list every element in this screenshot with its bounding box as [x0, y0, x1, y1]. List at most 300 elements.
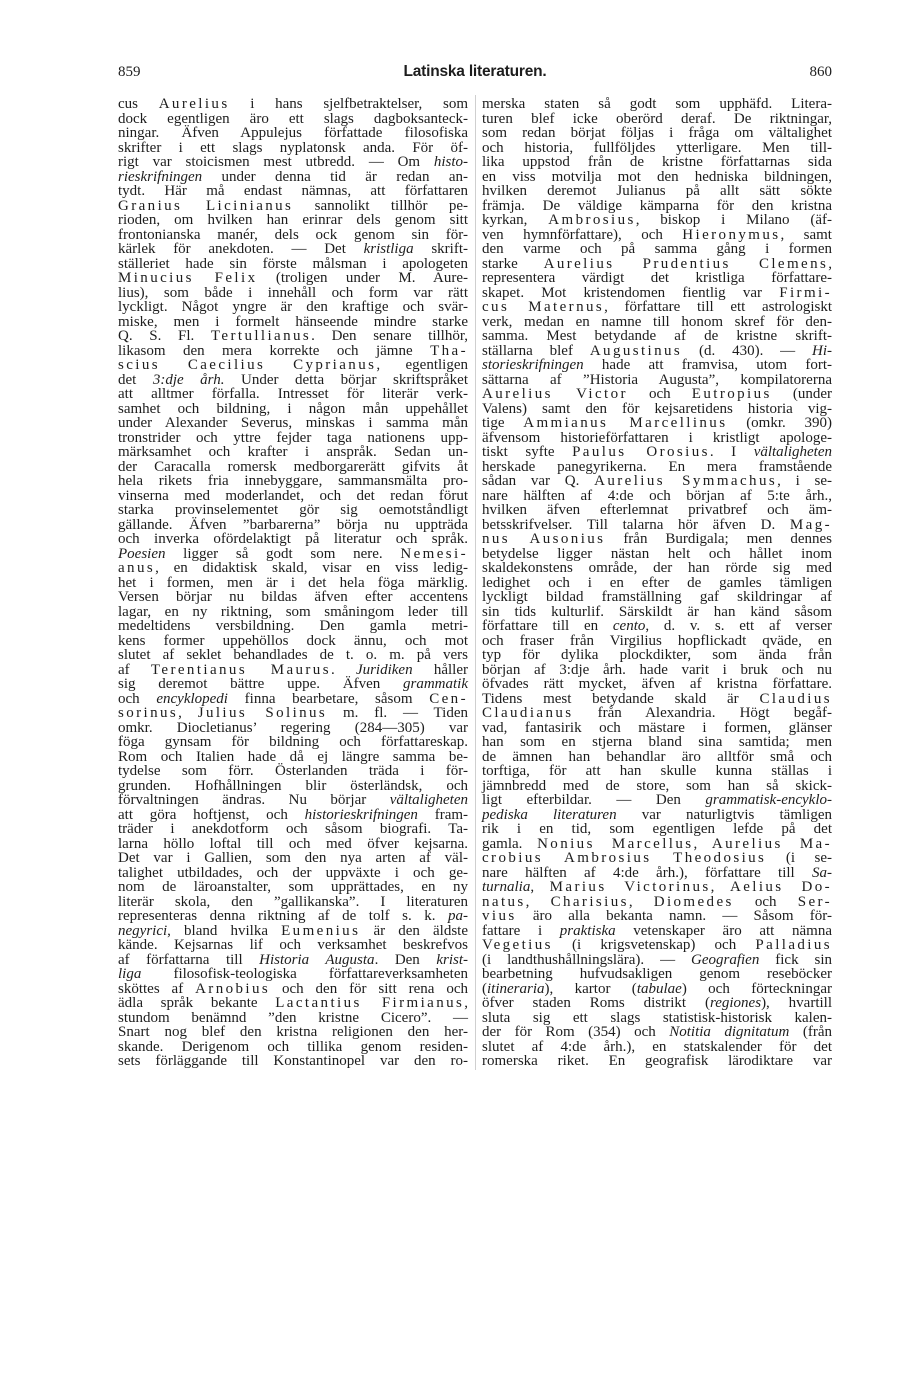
text-line	[118, 344, 468, 359]
text-line	[482, 735, 832, 750]
text-line	[118, 1011, 468, 1026]
text-line	[118, 518, 468, 533]
text-line	[118, 228, 468, 243]
text-line	[482, 199, 832, 214]
text-line	[482, 141, 832, 156]
text-run: ,	[525, 893, 551, 910]
italic-run: Geografien	[691, 951, 760, 968]
text-line	[482, 764, 832, 779]
text-run: ,	[178, 705, 198, 721]
text-line	[118, 547, 468, 562]
text-run: början af 3:dje årh. hade varit i bruk och nu	[482, 661, 832, 678]
text-line	[482, 590, 832, 605]
page-title: Latinska literaturen.	[403, 63, 547, 80]
text-line	[118, 1025, 468, 1040]
page-number-left: 859	[118, 64, 141, 80]
text-line	[482, 373, 832, 388]
text-run: grunden. Hofhållningen blir österländsk, och	[118, 777, 468, 794]
text-line	[118, 561, 468, 576]
text-run: ven hymnförfattare), och	[482, 226, 683, 243]
text-run: lius), som både i innehåll och form var rätt	[118, 284, 468, 301]
text-run: ), hvartill	[761, 995, 832, 1011]
text-line	[118, 619, 468, 634]
italic-run: praktiska	[559, 922, 616, 939]
text-run: finna bearbetare, såsom	[227, 690, 430, 707]
text-run: håller	[412, 661, 468, 678]
text-line	[118, 431, 468, 446]
text-line	[118, 1040, 468, 1055]
text-run: ,	[828, 255, 832, 272]
text-run: gällande. Äfven ”barbarerna” börja nu uppträda	[118, 516, 468, 533]
spaced-name: Tertullianus	[210, 328, 312, 344]
text-line	[482, 431, 832, 446]
italic-run: historieskrifningen	[304, 806, 418, 823]
text-run: representeras denna riktning af de tolf s. k.	[118, 908, 448, 924]
text-run: och inverka ofördelaktigt på literatur och språk.	[118, 531, 468, 547]
spaced-name: Charisius	[550, 893, 629, 910]
italic-run: vältaligheten	[753, 444, 832, 460]
text-run: frontonianska manér, dels ock genom sin för-	[118, 226, 468, 243]
text-line	[118, 750, 468, 765]
text-run: tige	[482, 415, 524, 431]
text-line	[482, 895, 832, 910]
text-run: miske, men i formelt hänseende mindre starke	[118, 313, 468, 330]
spaced-name: Claudianus	[482, 705, 574, 721]
text-run: , biskop i Milano (äf-	[635, 212, 832, 228]
italic-run: Poesien	[118, 545, 166, 562]
text-line	[118, 402, 468, 417]
text-run: bearbetning hufvudsakligen genom reseböcker	[482, 966, 832, 982]
text-line	[118, 779, 468, 794]
text-line	[118, 1054, 468, 1069]
text-run: ,	[693, 835, 712, 852]
text-line	[482, 532, 832, 547]
text-run: nare hälften af 4:de årh.), författare till	[482, 864, 812, 881]
text-run: Det var i Gallien, som den nya arten af väl-	[118, 850, 468, 866]
text-run: medeltidens versbildning. Den gamla metri-	[118, 618, 468, 634]
text-line	[118, 909, 468, 924]
text-line	[482, 619, 832, 634]
text-run: gamla.	[482, 835, 538, 852]
text-run: m. fl. — Tiden	[327, 705, 468, 721]
text-line	[118, 953, 468, 968]
spaced-name: Eumenius	[281, 922, 361, 939]
text-line	[118, 474, 468, 489]
text-line	[482, 967, 832, 982]
text-run: , d. v. s. ett af verser	[645, 618, 833, 634]
text-line	[482, 126, 832, 141]
text-run: Valens) samt den för kejsaretidens historia vig-	[482, 400, 832, 417]
text-run: kyrkan,	[482, 212, 549, 228]
text-run: tydelse som förr. Österlanden träda i för-	[118, 763, 468, 779]
text-run: (omkr. 390)	[727, 415, 832, 431]
text-run: cus	[118, 96, 159, 112]
text-line	[118, 445, 468, 460]
text-run: skaldekonstens område, der han rörde sig med	[482, 560, 832, 576]
text-run: dock egentligen äro ett slags dagboksanteck-	[118, 110, 468, 127]
text-run: der Caracalla romersk medborgarerätt gifvits åt	[118, 458, 468, 475]
page-number-right: 860	[809, 64, 832, 80]
spaced-name: Diomedes	[653, 893, 734, 910]
text-line	[482, 329, 832, 344]
text-run: het i formen, men är i det hela föga märklig.	[118, 574, 468, 591]
italic-run: grammatik	[403, 676, 468, 692]
spaced-name: Julius Solinus	[197, 705, 328, 721]
text-run: och fraser från Virgilius hopflickadt qväde, en	[482, 632, 832, 649]
text-line	[118, 184, 468, 199]
text-run: stundom benämnd ”den kristne Cicero”. —	[118, 1009, 468, 1026]
text-run: (d. 430). —	[682, 342, 812, 359]
spaced-name: Lactantius Firmianus	[275, 995, 465, 1011]
text-run: ledighet och i en efter de gamles tämligen	[482, 574, 832, 591]
text-run: skande. Derigenom och tillika genom residen-	[118, 1038, 468, 1055]
text-run: sluta sig ett slags statistisk-historisk kalen-	[482, 1009, 832, 1026]
text-line	[482, 286, 832, 301]
spaced-name: Eutropius	[691, 386, 772, 402]
spaced-name: Minucius Felix	[118, 270, 258, 286]
text-run: jämnbredd med de store, som han så skick-	[482, 777, 832, 794]
text-run: vad, fantasirik och mästare i formen, glänser	[482, 719, 832, 736]
text-run: af författarna till	[118, 951, 260, 968]
text-run: ställeriet hade sin förste målsman i apologeten	[118, 255, 468, 272]
italic-run: Notitia dignitatum	[669, 1024, 790, 1040]
text-line	[482, 474, 832, 489]
text-line	[482, 416, 832, 431]
text-run: merska staten så godt som upphäfd. Litera-	[482, 96, 832, 112]
text-line	[118, 416, 468, 431]
text-line	[482, 155, 832, 170]
text-line	[118, 706, 468, 721]
text-line	[118, 822, 468, 837]
spaced-name: sorinus	[118, 705, 179, 721]
spaced-name: Cen-	[429, 690, 468, 707]
text-line	[482, 257, 832, 272]
text-run: under Alexander Severus, minskas i samma mån	[118, 415, 468, 431]
text-line	[118, 605, 468, 620]
text-line	[118, 141, 468, 156]
text-run: som redan börjat följas i fråga om vältalighet	[482, 125, 832, 141]
text-run: nom de läroanstalter, som upprättades, en ny	[118, 879, 468, 895]
text-run: (	[482, 980, 487, 997]
text-run: ställarna blef	[482, 342, 590, 359]
text-line	[118, 358, 468, 373]
text-line	[482, 866, 832, 881]
text-run: , i se-	[777, 473, 832, 489]
italic-run: storieskrifningen	[482, 357, 584, 373]
spaced-name: vius	[482, 908, 517, 924]
spaced-name: Aurelius	[158, 96, 230, 112]
text-run: betydelse ligger nästan helt och hållet inom	[482, 545, 832, 562]
text-run: hade att framvisa, utom fort-	[583, 357, 832, 373]
text-line	[482, 808, 832, 823]
text-line	[482, 648, 832, 663]
text-line	[482, 242, 832, 257]
text-run: fattare i	[482, 922, 560, 939]
text-run: och	[627, 386, 692, 402]
text-run: sköttes af	[118, 980, 196, 997]
text-line	[482, 228, 832, 243]
text-run: att alltmer förfalla. Intresset för literär verk-	[118, 386, 468, 402]
text-run: ,	[628, 893, 654, 910]
spaced-name: Hieronymus	[682, 226, 781, 243]
italic-run: vältaligheten	[389, 792, 468, 808]
text-run: från Burdigala; men dennes	[605, 531, 832, 547]
text-run: nare hälften af 4:de och början af 5:te årh.,	[482, 487, 832, 504]
italic-run: cento	[612, 618, 646, 634]
text-run: i hans sjelfbetraktelser, som	[229, 96, 468, 112]
text-line	[482, 387, 832, 402]
text-run: sådan var Q.	[482, 473, 595, 489]
text-line	[118, 300, 468, 315]
text-line	[482, 880, 832, 895]
italic-run: Historia Augusta	[259, 951, 375, 968]
text-run: , egentligen	[376, 357, 468, 373]
italic-run: pa-	[448, 908, 468, 924]
text-line	[482, 996, 832, 1011]
text-line	[118, 967, 468, 982]
spaced-name: Arnobius	[195, 980, 271, 997]
italic-run: histo-	[433, 154, 468, 170]
text-line	[482, 97, 832, 112]
text-run: äfvensom historieförfattaren i kristligt apologe-	[482, 429, 832, 446]
text-run: tydt. Här må endast nämnas, att författaren	[118, 183, 468, 199]
column-left	[118, 97, 468, 1069]
text-run: sin tids kulturlif. Särskildt är han känd såsom	[482, 603, 832, 620]
text-line	[482, 1011, 832, 1026]
text-line	[118, 155, 468, 170]
text-run: (i krigsvetenskap) och	[552, 937, 756, 953]
text-run: romerska riket. En geografisk lärodiktare var	[482, 1053, 832, 1069]
text-run: lika uppstod från de kristne författarnas sida	[482, 154, 832, 170]
text-run: och	[118, 690, 157, 707]
text-line	[482, 851, 832, 866]
italic-run: liga	[118, 966, 142, 982]
text-line	[118, 199, 468, 214]
text-line	[482, 793, 832, 808]
text-run: verk, medan en namne till honom skref för den-	[482, 313, 832, 330]
text-run: samma. Mest betydande af de kristne skrift-	[482, 328, 832, 344]
text-line	[482, 909, 832, 924]
italic-run: krist-	[436, 951, 468, 968]
text-run: hvilken deremot Julianus på allt sätt sökte	[482, 183, 832, 199]
text-run: ligger så godt som nere.	[165, 545, 401, 562]
text-run: rigt var stoicismen mest utbredd. — Om	[118, 154, 434, 170]
text-run: torftiga, för att han skulle kunna ställas i	[482, 763, 832, 779]
text-line	[482, 706, 832, 721]
text-line	[118, 938, 468, 953]
text-run: , samt	[780, 226, 832, 243]
text-line	[482, 924, 832, 939]
text-line	[118, 387, 468, 402]
text-run: Versen börjar nu bildas äfven efter accentens	[118, 589, 468, 605]
text-run: kens former uppehöllos dock ännu, och mot	[118, 632, 468, 649]
spaced-name: Ammianus Marcellinus	[523, 415, 728, 431]
text-line	[482, 938, 832, 953]
text-run: , bland hvilka	[167, 922, 282, 939]
text-line	[118, 329, 468, 344]
text-line	[118, 634, 468, 649]
spaced-name: anus	[118, 560, 156, 576]
text-run: . Den senare tillhör,	[311, 328, 468, 344]
text-run: och den för sitt rena och	[270, 980, 468, 997]
text-line	[482, 1025, 832, 1040]
text-run: samhet och bildning, i någon mån uppehållet	[118, 400, 468, 417]
text-run: ,	[530, 879, 550, 895]
text-run: fick sin	[759, 951, 833, 968]
text-line	[118, 808, 468, 823]
text-run: tiskt syfte	[482, 444, 573, 460]
column-divider	[475, 95, 476, 1070]
text-run: representera värdigt det kristliga författare-	[482, 270, 832, 286]
text-run: ,	[464, 995, 468, 1011]
text-line	[118, 648, 468, 663]
text-line	[118, 257, 468, 272]
italic-run: tabulae	[636, 980, 682, 997]
text-run: (i landthushållningslära). —	[482, 951, 691, 968]
text-run: öfvades rätt mycket, äfven af kristna författare.	[482, 676, 832, 692]
text-run: likasom den mera korrekte och jämne	[118, 342, 431, 359]
text-run: Tidens mest betydande skald är	[482, 690, 760, 707]
italic-run: itineraria	[487, 980, 545, 997]
spaced-name: Palladius	[755, 937, 832, 953]
text-run: af	[118, 661, 151, 678]
text-run: fram-	[417, 806, 469, 823]
italic-run: Juridiken	[355, 661, 413, 678]
text-line	[482, 213, 832, 228]
text-line	[118, 982, 468, 997]
text-run: lyckligt bildad framställning gaf skildringar af	[482, 589, 832, 605]
text-line	[118, 315, 468, 330]
italic-run: Hi-	[812, 342, 832, 359]
text-run: att göra hoftjenst, och	[118, 806, 305, 823]
text-line	[482, 170, 832, 185]
text-run: kände. Kejsarnas lif och verksamhet beskrefvos	[118, 937, 468, 953]
spaced-name: Granius Licinianus	[118, 197, 294, 214]
text-run: sättarna af ”Historia Augusta”, kompilatorerna	[482, 371, 832, 388]
text-run: författare till en	[482, 618, 613, 634]
text-line	[482, 677, 832, 692]
text-run: märksamhet och krafter i anspråk. Sedan un-	[118, 444, 468, 460]
text-line	[118, 97, 468, 112]
text-run: Under detta börjar skriftspråket	[224, 371, 468, 388]
text-line	[118, 895, 468, 910]
text-line	[482, 344, 832, 359]
spaced-name: Terentianus Maurus	[150, 661, 331, 678]
text-line	[118, 996, 468, 1011]
text-line	[482, 489, 832, 504]
text-run: starka provinselementet gör sig oemotståndligt	[118, 502, 468, 518]
text-run: vetenskaper äro att nämna	[615, 922, 832, 939]
spaced-name: crobius Ambrosius Theodosius	[482, 850, 767, 866]
text-run: (under	[771, 386, 832, 402]
text-run: Q. S. Fl.	[118, 328, 211, 344]
text-line	[118, 126, 468, 141]
spaced-name: Firmi-	[779, 284, 832, 301]
text-line	[482, 358, 832, 373]
text-run: sannolikt tillhör pe-	[293, 197, 468, 214]
text-line	[482, 547, 832, 562]
text-run: den varme och på samma gång i formen	[482, 241, 832, 257]
text-line	[482, 315, 832, 330]
text-run: betsskrifvelser. Till talarna hör äfven D.	[482, 516, 790, 533]
text-line	[118, 692, 468, 707]
text-run: literär skola, den ”gallikanska”. I literaturen	[118, 893, 468, 910]
italic-run: rieskrifningen	[118, 168, 203, 185]
text-run: ) och förteckningar	[681, 980, 832, 997]
text-run: herskade panegyrikerna. En mera framstående	[482, 458, 832, 475]
text-run: starke	[482, 255, 544, 272]
text-line	[118, 213, 468, 228]
text-line	[118, 170, 468, 185]
running-header	[118, 63, 832, 81]
text-run: förvaltningen ändras. Nu börjar	[118, 792, 390, 808]
spaced-name: Aurelius Ma-	[711, 835, 833, 852]
text-run: filosofisk-teologiska författareverksamheten	[141, 966, 468, 982]
text-run: sig deremot bättre uppe. Äfven	[118, 676, 403, 692]
text-run: (från	[789, 1024, 832, 1040]
text-line	[482, 605, 832, 620]
text-line	[482, 721, 832, 736]
text-run: slutet af seklet behandlades de t. o. m. på vers	[118, 647, 468, 663]
text-line	[482, 518, 832, 533]
spaced-name: Vegetius	[482, 937, 553, 953]
text-line	[482, 576, 832, 591]
text-run: talighet utbildades, och der uppväxte i och ge-	[118, 864, 468, 881]
spaced-name: scius Caecilius Cyprianus	[118, 357, 377, 373]
text-line	[118, 242, 468, 257]
text-line	[118, 286, 468, 301]
text-run: är den äldste	[360, 922, 468, 939]
text-run: typ för dylika plockdikter, som ända från	[482, 647, 832, 663]
text-run: föga gynsam för bildning och författareskap.	[118, 734, 468, 750]
text-run: ädla språk bekante	[118, 995, 276, 1011]
text-line	[118, 764, 468, 779]
spaced-name: Claudius	[759, 690, 832, 707]
text-line	[482, 184, 832, 199]
text-run: från Alexandria. Högt begåf-	[573, 705, 832, 721]
text-line	[118, 866, 468, 881]
text-run: kärlek för anekdoten. — Det	[118, 241, 364, 257]
spaced-name: natus	[482, 893, 526, 910]
text-run: vinserna med moderlandet, och det redan förut	[118, 487, 468, 504]
text-run: ligt efterbildar. — Den	[482, 792, 706, 808]
text-run: (troligen under M. Aure-	[257, 270, 469, 286]
italic-run: 3:dje årh.	[152, 371, 225, 388]
text-line	[118, 663, 468, 678]
text-line	[118, 373, 468, 388]
text-line	[118, 460, 468, 475]
spaced-name: nus Ausonius	[482, 531, 606, 547]
text-run: slutet af 4:de årh.), en statskalender för det	[482, 1038, 832, 1055]
text-run: turen blef icke oberörd deraf. De riktningar,	[482, 110, 832, 127]
text-line	[118, 576, 468, 591]
text-run: under denna tid är redan an-	[202, 168, 468, 185]
text-run: öfver staden Roms distrikt (	[482, 995, 710, 1011]
text-line	[118, 793, 468, 808]
text-run: omkr. Diocletianus’ regering (284—305) var	[118, 719, 468, 736]
spaced-name: Aurelius Symmachus	[594, 473, 778, 489]
text-run: hela rikets fria innebyggare, sammansmälta pro-	[118, 473, 468, 489]
text-line	[482, 503, 832, 518]
text-line	[482, 460, 832, 475]
text-line	[118, 677, 468, 692]
spaced-name: Aurelius Victor	[482, 386, 628, 402]
text-line	[482, 750, 832, 765]
text-run: larna höllo loftal till och med öfver kejsarna.	[118, 835, 468, 852]
spaced-name: Nemesi-	[400, 545, 468, 562]
text-run: ningar. Äfven Appulejus författade filosofiska	[118, 125, 468, 141]
text-line	[482, 953, 832, 968]
